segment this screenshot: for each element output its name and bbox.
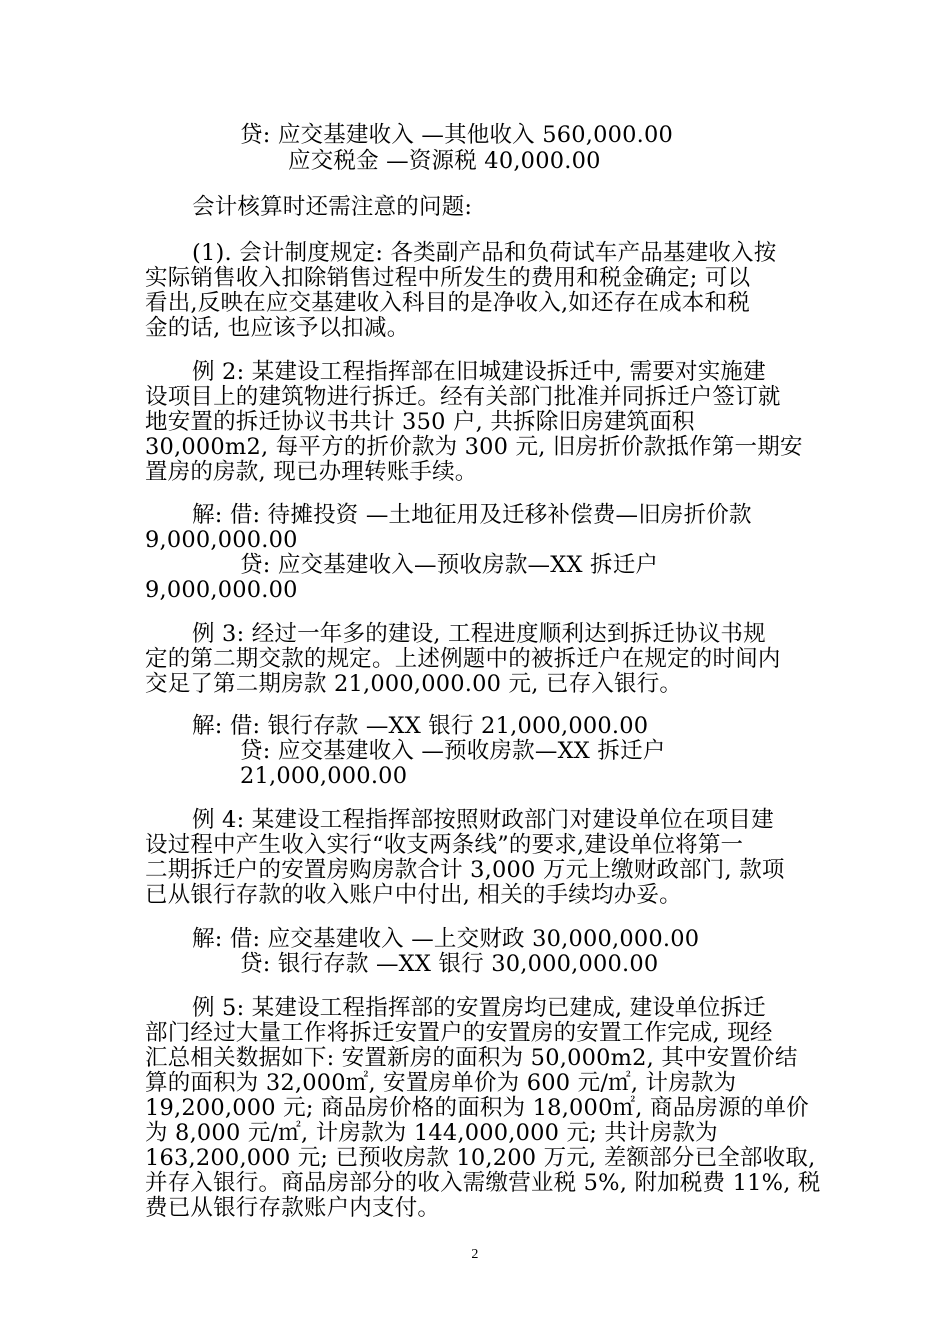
text-line: 置房的房款, 现已办理转账手续。	[145, 459, 478, 485]
text-line: 贷: 银行存款 —XX 银行 30,000,000.00	[240, 951, 659, 977]
text-line: 二期拆迁户的安置房购房款合计 3,000 万元上缴财政部门, 款项	[145, 857, 785, 883]
text-line: 例 4: 某建设工程指挥部按照财政部门对建设单位在项目建	[192, 807, 774, 833]
text-line: 已从银行存款的收入账户中付出, 相关的手续均办妥。	[145, 882, 682, 908]
text-line: 应交税金 —资源税 40,000.00	[288, 148, 601, 174]
text-line: 贷: 应交基建收入 —预收房款—XX 拆迁户	[240, 738, 666, 764]
text-line: 费已从银行存款账户内支付。	[145, 1195, 441, 1221]
text-line: 163,200,000 元; 已预收房款 10,200 万元, 差额部分已全部收取,	[145, 1145, 816, 1171]
text-line: 为 8,000 元/㎡, 计房款为 144,000,000 元; 共计房款为	[145, 1120, 718, 1146]
text-line: 并存入银行。商品房部分的收入需缴营业税 5%, 附加税费 11%, 税	[145, 1170, 821, 1196]
text-line: 19,200,000 元; 商品房价格的面积为 18,000㎡, 商品房源的单价	[145, 1095, 809, 1121]
text-line: 30,000m2, 每平方的折价款为 300 元, 旧房折价款抵作第一期安	[145, 434, 803, 460]
text-line: 例 3: 经过一年多的建设, 工程进度顺利达到拆迁协议书规	[192, 621, 766, 647]
text-line: 设过程中产生收入实行“收支两条线”的要求,建设单位将第一	[145, 832, 744, 858]
text-line: 解: 借: 银行存款 —XX 银行 21,000,000.00	[192, 713, 649, 739]
text-line: (1). 会计制度规定: 各类副产品和负荷试车产品基建收入按	[192, 240, 777, 266]
text-line: 解: 借: 应交基建收入 —上交财政 30,000,000.00	[192, 926, 700, 952]
text-line: 21,000,000.00	[240, 763, 408, 789]
text-line: 部门经过大量工作将拆迁安置户的安置房的安置工作完成, 现经	[145, 1020, 773, 1046]
text-line: 汇总相关数据如下: 安置新房的面积为 50,000m2, 其中安置价结	[145, 1045, 798, 1071]
text-line: 金的话, 也应该予以扣减。	[145, 315, 410, 341]
text-line: 会计核算时还需注意的问题:	[192, 194, 473, 220]
text-line: 地安置的拆迁协议书共计 350 户, 共拆除旧房建筑面积	[145, 409, 695, 435]
text-line: 贷: 应交基建收入 —其他收入 560,000.00	[240, 122, 674, 148]
text-line: 解: 借: 待摊投资 —土地征用及迁移补偿费—旧房折价款	[192, 502, 752, 528]
text-line: 例 2: 某建设工程指挥部在旧城建设拆迁中, 需要对实施建	[192, 359, 766, 385]
text-line: 贷: 应交基建收入—预收房款—XX 拆迁户	[240, 552, 659, 578]
text-line: 例 5: 某建设工程指挥部的安置房均已建成, 建设单位拆迁	[192, 995, 766, 1021]
text-line: 交足了第二期房款 21,000,000.00 元, 已存入银行。	[145, 671, 683, 697]
text-line: 定的第二期交款的规定。上述例题中的被拆迁户在规定的时间内	[145, 646, 781, 672]
text-line: 9,000,000.00	[145, 577, 298, 603]
text-line: 算的面积为 32,000㎡, 安置房单价为 600 元/㎡, 计房款为	[145, 1070, 737, 1096]
page-number: 2	[471, 1247, 479, 1262]
text-line: 9,000,000.00	[145, 527, 298, 553]
text-line: 设项目上的建筑物进行拆迁。经有关部门批准并同拆迁户签订就	[145, 384, 781, 410]
text-line: 看出,反映在应交基建收入科目的是净收入,如还存在成本和税	[145, 290, 750, 316]
text-line: 实际销售收入扣除销售过程中所发生的费用和税金确定; 可以	[145, 265, 751, 291]
